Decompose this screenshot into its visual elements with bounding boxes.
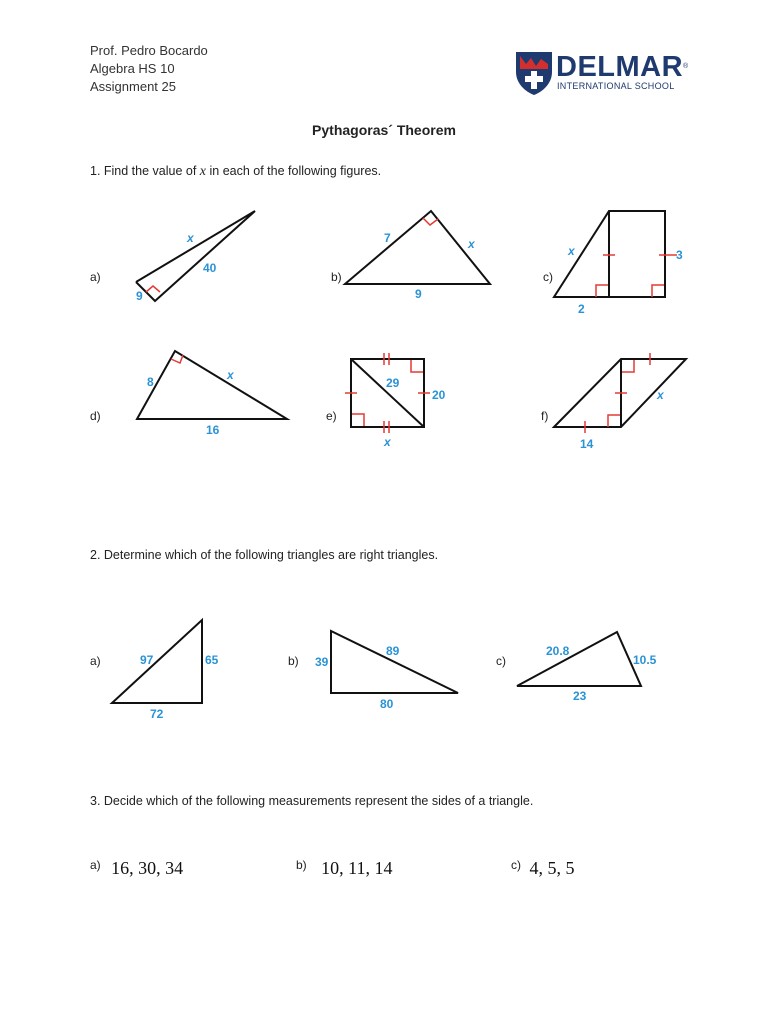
fig-f-side-14: 14: [580, 437, 594, 451]
logo-subtitle: INTERNATIONAL SCHOOL: [557, 81, 675, 91]
tri-a-side-72: 72: [150, 707, 164, 721]
logo-registered-mark: ®: [683, 63, 689, 70]
figure-b: [345, 211, 490, 301]
q3-item-c-label: c): [511, 858, 521, 872]
q3-item-b-label: b): [296, 858, 307, 872]
tri-b-side-39: 39: [315, 655, 329, 669]
q3-item-c: [511, 858, 574, 879]
fig-e-side-29: 29: [386, 376, 400, 390]
tri-a-side-97: 97: [140, 653, 154, 667]
q2-label-c: c): [496, 654, 506, 668]
q2-triangles: [0, 600, 768, 740]
fig-a-side-40: 40: [203, 261, 217, 275]
logo-wordmark: DELMAR: [556, 51, 684, 83]
figure-a: [136, 211, 255, 303]
q3-item-a-value: 16, 30, 34: [111, 858, 184, 878]
q1-prompt-var: x: [199, 164, 207, 179]
question-3-prompt: 3. Decide which of the following measurements represent the sides of a triangle.: [90, 794, 534, 808]
tri-c-side-10-5: 10.5: [633, 653, 657, 667]
question-2-prompt: 2. Determine which of the following triangles are right triangles.: [90, 548, 439, 562]
assignment-number: Assignment 25: [90, 79, 176, 94]
q3-item-b-value: 10, 11, 14: [321, 858, 393, 878]
q1-label-a: a): [90, 270, 101, 284]
page-title: Pythagoras´ Theorem: [312, 122, 456, 138]
tri-a-side-65: 65: [205, 653, 219, 667]
tri-b-side-80: 80: [380, 697, 394, 711]
fig-d-side-16: 16: [206, 423, 220, 437]
figure-f: [554, 353, 686, 451]
q1-label-f: f): [541, 409, 549, 423]
fig-d-side-8: 8: [147, 375, 154, 389]
tri-c-side-20-8: 20.8: [546, 644, 570, 658]
q1-prompt-pre: 1. Find the value of: [90, 164, 200, 178]
tri-c-side-23: 23: [573, 689, 587, 703]
q1-label-b: b): [331, 270, 342, 284]
q3-item-a-label: a): [90, 858, 101, 872]
fig-c-x: x: [568, 244, 575, 258]
fig-a-x: x: [187, 231, 194, 245]
figure-c: [554, 211, 683, 316]
q1-prompt-post: in each of the following figures.: [206, 164, 382, 178]
q1-label-c: c): [543, 270, 553, 284]
q3-item-c-value: 4, 5, 5: [529, 858, 575, 878]
teacher-name: Prof. Pedro Bocardo: [90, 43, 208, 58]
fig-f-x: x: [657, 388, 664, 402]
q2-label-b: b): [288, 654, 299, 668]
fig-b-x: x: [468, 237, 475, 251]
q2-label-a: a): [90, 654, 101, 668]
fig-c-side-3: 3: [676, 248, 683, 262]
fig-e-x: x: [384, 435, 391, 449]
figure-e: [345, 353, 446, 449]
fig-d-x: x: [227, 368, 234, 382]
figure-d: [137, 351, 287, 437]
triangle-a: [112, 620, 219, 721]
course-name: Algebra HS 10: [90, 61, 175, 76]
triangle-c: [517, 632, 657, 703]
q3-item-a: [90, 858, 183, 879]
triangle-b: [315, 631, 458, 711]
fig-a-side-9: 9: [136, 289, 143, 303]
q1-label-d: d): [90, 409, 101, 423]
fig-b-side-9: 9: [415, 287, 422, 301]
fig-b-side-7: 7: [384, 231, 391, 245]
tri-b-side-89: 89: [386, 644, 400, 658]
fig-c-side-2: 2: [578, 302, 585, 316]
q1-label-e: e): [326, 409, 337, 423]
q3-item-b: [296, 858, 392, 879]
fig-e-side-20: 20: [432, 388, 446, 402]
